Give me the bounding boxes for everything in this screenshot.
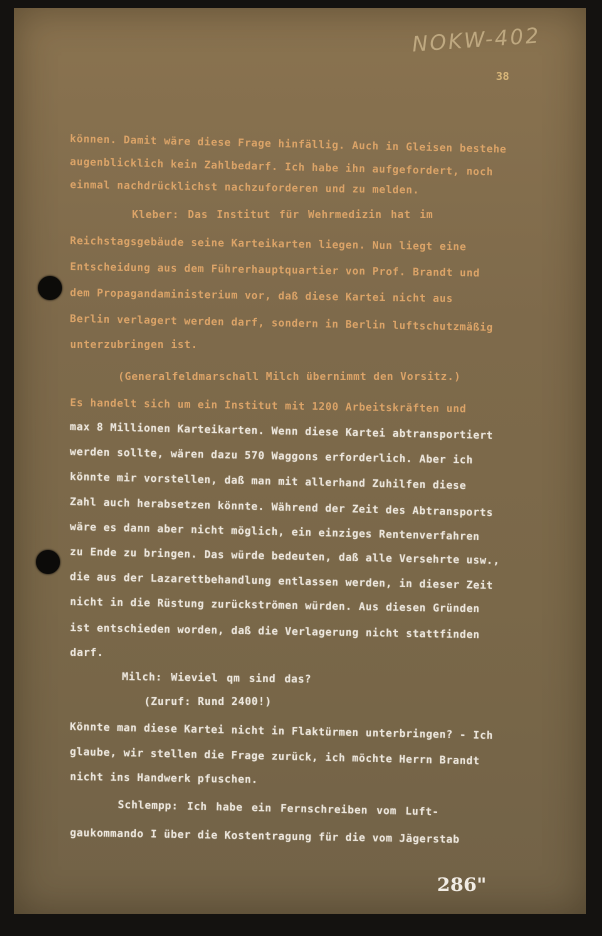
text-line: könnte mir vorstellen, daß man mit allerhand Zuhilfen diese — [69, 470, 467, 492]
text-line: dem Propagandaministerium vor, daß diese Kartei nicht aus — [69, 286, 454, 306]
punch-hole-top — [38, 276, 62, 300]
text-line: Zahl auch herabsetzen könnte. Während der Zeit des Abtransports — [69, 495, 494, 520]
text-line: werden sollte, wären dazu 570 Waggons erforderlich. Aber ich — [69, 445, 474, 467]
text-line: nicht in die Rüstung zurückströmen würden. Aus diesen Gründen — [69, 595, 480, 616]
text-line: Entscheidung aus dem Führerhauptquartier von Prof. Brandt und — [69, 260, 480, 280]
text-line: Kleber: Das Institut für Wehrmedizin hat im — [132, 209, 434, 221]
text-line: augenblicklich kein Zahlbedarf. Ich habe ihn aufgefordert, noch — [69, 155, 494, 179]
text-line: darf. — [70, 647, 104, 659]
text-line: Könnte man diese Kartei nicht in Flaktürmen unterbringen? - Ich — [69, 720, 494, 742]
text-line: max 8 Millionen Karteikarten. Wenn diese Kartei abtransportiert — [69, 420, 494, 442]
text-line: wäre es dann aber nicht möglich, ein einziges Rentenverfahren — [69, 520, 480, 544]
text-line: (Generalfeldmarschall Milch übernimmt den Vorsitz.) — [118, 371, 461, 383]
archive-stamp: NOKW-402 — [411, 23, 542, 57]
text-line: die aus der Lazarettbehandlung entlassen werden, in dieser Zeit — [69, 570, 494, 592]
footer-page-mark: 286" — [437, 874, 487, 896]
text-line: glaube, wir stellen die Frage zurück, ich möchte Herrn Brandt — [69, 745, 480, 768]
text-line: unterzubringen ist. — [70, 339, 198, 351]
text-line: Es handelt sich um ein Institut mit 1200 Arbeitskräften und — [69, 396, 467, 416]
document-page — [14, 8, 586, 914]
text-line: (Zuruf: Rund 2400!) — [144, 696, 272, 708]
text-line: gaukommando I über die Kostentragung für die vom Jägerstab — [69, 826, 460, 846]
text-line: zu Ende zu bringen. Das würde bedeuten, daß alle Versehrte usw., — [69, 545, 501, 568]
page-number: 38 — [496, 70, 510, 83]
text-line: ist entschieden worden, daß die Verlagerung nicht stattfinden — [69, 621, 480, 642]
text-line: Reichstagsgebäude seine Karteikarten liegen. Nun liegt eine — [69, 234, 467, 254]
punch-hole-bottom — [36, 550, 60, 574]
text-line: können. Damit wäre diese Frage hinfällig. Auch in Gleisen bestehe — [69, 132, 507, 156]
text-line: Schlempp: Ich habe ein Fernschreiben vom Luft- — [117, 798, 440, 819]
text-line: einmal nachdrücklichst nachzuforderen und zu melden. — [69, 178, 420, 197]
text-line: Berlin verlagert werden darf, sondern in Berlin luftschutzmäßig — [69, 312, 494, 334]
text-line: Milch: Wieviel qm sind das? — [121, 670, 312, 686]
text-line: nicht ins Handwerk pfuschen. — [69, 770, 259, 786]
